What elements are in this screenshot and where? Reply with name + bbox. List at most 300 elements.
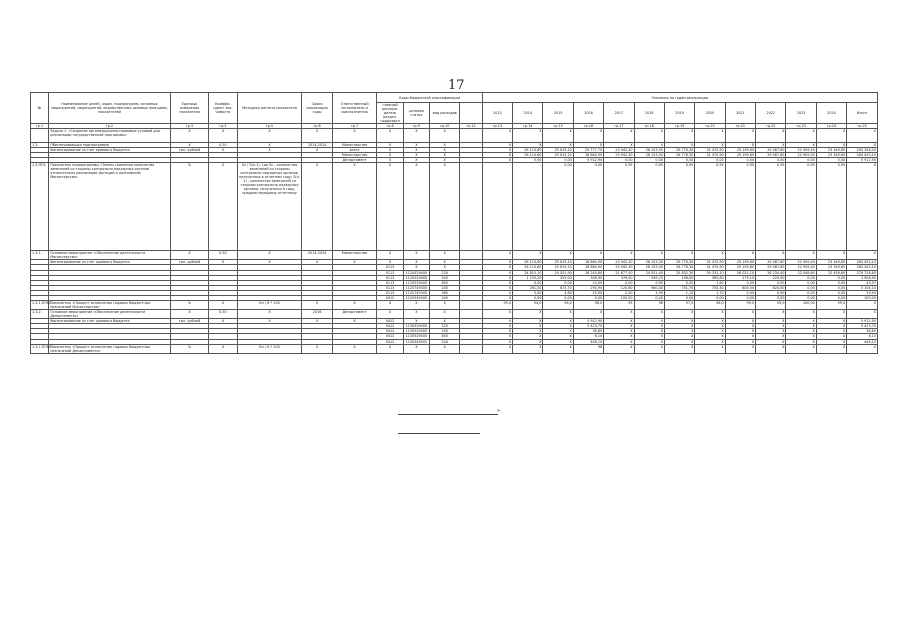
cell-year-value: 26 778,30 bbox=[664, 148, 694, 153]
cell-year-value: Х bbox=[664, 339, 694, 344]
cell-csr: Х bbox=[403, 153, 429, 158]
header-year-2022: 2022 bbox=[756, 103, 786, 124]
cell-no: 1.3.2. bbox=[31, 310, 49, 319]
cell-method: Х bbox=[237, 251, 302, 260]
cell-name: Показатель подпрограммы «Темпы снижения количества замечаний со стороны контрольно-надзорных органов относительно реализации функций и полномочий Министерства» bbox=[49, 163, 171, 251]
cell-year-value: 96 bbox=[634, 301, 664, 310]
table-body bbox=[31, 93, 878, 354]
cell-year-value: Х bbox=[482, 143, 512, 148]
cell-year-value: 22 909,40 bbox=[786, 265, 816, 270]
cell-year-value: 0,00 bbox=[786, 275, 816, 280]
cell-unit: % bbox=[170, 344, 208, 353]
cell-resp: Х bbox=[332, 260, 377, 265]
cell-year-value: 0,00 bbox=[786, 296, 816, 301]
cell-year-value: 0,00 bbox=[816, 158, 846, 163]
cell-csr: 1120529400 bbox=[403, 270, 429, 275]
cell-vr: 240 bbox=[430, 275, 460, 280]
cell-year-value: Х bbox=[482, 270, 512, 275]
header-total: Итого bbox=[847, 103, 878, 124]
cell-year-value: Х bbox=[482, 334, 512, 339]
cell-total: Х bbox=[847, 344, 878, 353]
cell-name: Основное мероприятие «Обеспечение деятельности Министерства» bbox=[49, 251, 171, 260]
cell-year-value: 31 470,90 bbox=[695, 153, 725, 158]
cell-year-value: Х bbox=[695, 319, 725, 324]
header-responsible: Ответственный исполнитель и соисполнитель bbox=[332, 93, 377, 124]
cell-year-value: Х bbox=[482, 344, 512, 353]
cell-year-value: 25 819,10 bbox=[543, 148, 573, 153]
cell-year-value: Х bbox=[634, 143, 664, 148]
cell-method: Х bbox=[237, 319, 302, 324]
column-number: гр.19 bbox=[664, 124, 694, 129]
cell-csr: Х bbox=[403, 319, 429, 324]
cell-year-value: Х bbox=[543, 329, 573, 334]
cell-year-value: Х bbox=[543, 324, 573, 329]
cell-year-value: Х bbox=[725, 143, 755, 148]
cell-year-value: 0,00 bbox=[756, 290, 786, 295]
cell-year-value: 1,10 bbox=[664, 290, 694, 295]
cell-year-value: Х bbox=[816, 143, 846, 148]
cell-gr: Х bbox=[377, 251, 403, 260]
column-number: гр.3 bbox=[170, 124, 208, 129]
cell-year-value: 100,00 bbox=[786, 301, 816, 310]
cell-year-value: Х bbox=[604, 329, 634, 334]
cell-year-value: 95 bbox=[604, 301, 634, 310]
cell-no: 1.3.1.ПОМ1 bbox=[31, 301, 49, 310]
cell-name: Финансирование за счет краевого бюджета bbox=[49, 260, 171, 265]
cell-csr: Х bbox=[403, 148, 429, 153]
cell-csr: Х bbox=[403, 129, 429, 143]
cell-year-value: Х bbox=[634, 344, 664, 353]
cell-year-value: Х bbox=[816, 129, 846, 143]
cell-year-value: Х bbox=[695, 329, 725, 334]
cell-method: Sn / S(n-1), где Sn - количество замечаний со стороны контрольно-надзорных органов, полученных в отчетном году; S(n-1) - количество замечаний со стороны контрольно-надзорных органов, полученных в году, предшествующему отчетному bbox=[237, 163, 302, 251]
column-number: гр.4 bbox=[209, 124, 237, 129]
cell-year-value: Х bbox=[482, 319, 512, 324]
cell-resp: Х bbox=[332, 163, 377, 251]
cell-total: 5 912,90 bbox=[847, 158, 878, 163]
cell-coef: Х bbox=[209, 301, 237, 310]
header-coef: Коэффи-циент зна-чимости bbox=[209, 93, 237, 124]
cell-year-value: Х bbox=[634, 251, 664, 260]
cell-year-value: Х bbox=[695, 344, 725, 353]
cell-year-value: Х bbox=[604, 334, 634, 339]
cell-resp: Департамент bbox=[332, 158, 377, 163]
cell-total: 5 423,70 bbox=[847, 324, 878, 329]
cell-vr: Х bbox=[430, 310, 460, 319]
cell-year-value: Х bbox=[482, 290, 512, 295]
cell-year-value: 1 233,20 bbox=[513, 275, 543, 280]
cell-vr: 240 bbox=[430, 285, 460, 290]
cell-year-value: 30 331,10 bbox=[695, 270, 725, 275]
column-number: гр.22 bbox=[756, 124, 786, 129]
cell-year-value: 26 778,30 bbox=[664, 260, 694, 265]
table-row bbox=[31, 129, 878, 143]
cell-year-value: Х bbox=[786, 324, 816, 329]
cell-method: Х bbox=[237, 148, 302, 153]
cell-year-value: Х bbox=[482, 275, 512, 280]
cell-method: Х bbox=[237, 310, 302, 319]
cell-year-value: 0,00 bbox=[725, 280, 755, 285]
cell-coef: Х bbox=[209, 319, 237, 324]
cell-year-value: 26 153,50 bbox=[634, 148, 664, 153]
cell-year-value: Х bbox=[725, 339, 755, 344]
cell-total: 270 718,60 bbox=[847, 270, 878, 275]
cell-total: 446,10 bbox=[847, 339, 878, 344]
cell-year-value: Х bbox=[725, 329, 755, 334]
header-year-2013: 2013 bbox=[482, 103, 512, 124]
cell-year-value: 26 778,30 bbox=[664, 153, 694, 158]
cell-vr: 120 bbox=[430, 324, 460, 329]
cell-year-value: 98,0 bbox=[573, 301, 603, 310]
cell-total: Х bbox=[847, 129, 878, 143]
cell-year-value: 0,00 bbox=[725, 296, 755, 301]
header-year-2015: 2015 bbox=[543, 103, 573, 124]
cell-no: 1.3.1. bbox=[31, 251, 49, 260]
cell-year-value: 261,30 bbox=[513, 285, 543, 290]
cell-gr: 0113 bbox=[377, 270, 403, 275]
cell-csr: Х bbox=[403, 251, 429, 260]
cell-resp: Министерство bbox=[332, 143, 377, 148]
cell-blank bbox=[460, 301, 482, 310]
cell-gr: Х bbox=[377, 163, 403, 251]
cell-year-value: Х bbox=[573, 251, 603, 260]
cell-year-value: 0,00 bbox=[786, 290, 816, 295]
column-number: гр.24 bbox=[816, 124, 846, 129]
cell-name: Показатель «Процент исполнения годовых бюджетных назначений Министерства» bbox=[49, 301, 171, 310]
column-number: гр.5 bbox=[237, 124, 302, 129]
header-year-2017: 2017 bbox=[604, 103, 634, 124]
cell-year-value: 25 819,10 bbox=[543, 260, 573, 265]
cell-year-value: Х bbox=[513, 310, 543, 319]
cell-year-value: Х bbox=[513, 143, 543, 148]
cell-vr: Х bbox=[430, 344, 460, 353]
cell-gr: 0412 bbox=[377, 329, 403, 334]
cell-year-value: 0,00 bbox=[634, 158, 664, 163]
cell-year-value: 0,00 bbox=[604, 158, 634, 163]
cell-year-value: Х bbox=[725, 310, 755, 319]
cell-year-value: 0,00 bbox=[786, 280, 816, 285]
column-number: гр.13 bbox=[482, 124, 512, 129]
cell-year-value: 0,00 bbox=[664, 296, 694, 301]
cell-year-value: 26 153,50 bbox=[634, 265, 664, 270]
cell-year-value: 0,00 bbox=[725, 290, 755, 295]
column-number: гр.12 bbox=[460, 124, 482, 129]
cell-total: 36,80 bbox=[847, 329, 878, 334]
cell-gr: 0412 bbox=[377, 334, 403, 339]
cell-year-value: 29 199,80 bbox=[725, 148, 755, 153]
cell-year-value: 751,70 bbox=[664, 285, 694, 290]
cell-year-value: Х bbox=[756, 344, 786, 353]
cell-year-value: Х bbox=[543, 334, 573, 339]
cell-year-value: 97,0 bbox=[664, 301, 694, 310]
cell-year-value: Х bbox=[786, 129, 816, 143]
cell-year-value: 9,90 bbox=[634, 280, 664, 285]
cell-year-value: 23 942,30 bbox=[604, 148, 634, 153]
cell-year-value: 0,95 bbox=[664, 163, 694, 251]
cell-no: 1.3.2.ПОМ1 bbox=[31, 344, 49, 353]
header-unit: Единица измерения показателя bbox=[170, 93, 208, 124]
cell-year-value: Х bbox=[543, 129, 573, 143]
cell-gr: Х bbox=[377, 260, 403, 265]
cell-year-value: Х bbox=[816, 319, 846, 324]
cell-resp: Департамент bbox=[332, 310, 377, 319]
column-number: гр.17 bbox=[604, 124, 634, 129]
cell-year-value: Х bbox=[816, 329, 846, 334]
cell-period: 2016 bbox=[302, 310, 332, 319]
cell-year-value: Х bbox=[513, 251, 543, 260]
cell-year-value: Х bbox=[634, 310, 664, 319]
cell-year-value: 26 114,60 bbox=[513, 260, 543, 265]
cell-year-value: 26 114,60 bbox=[513, 153, 543, 158]
cell-coef: 0,50 bbox=[209, 143, 237, 148]
cell-year-value: Х bbox=[482, 129, 512, 143]
cell-year-value: Х bbox=[816, 334, 846, 339]
column-number: гр.9 bbox=[403, 124, 429, 129]
cell-vr: Х bbox=[430, 260, 460, 265]
cell-gr: Х bbox=[377, 310, 403, 319]
cell-unit: % bbox=[170, 301, 208, 310]
cell-year-value: Х bbox=[725, 344, 755, 353]
cell-year-value: Х bbox=[664, 310, 694, 319]
cell-year-value: 0,00 bbox=[543, 163, 573, 251]
cell-coef: Х bbox=[209, 260, 237, 265]
cell-blank bbox=[460, 310, 482, 319]
header-period: Сроки реализации годы bbox=[302, 93, 332, 124]
header-budget-codes: Коды бюджетной классификации bbox=[377, 93, 482, 103]
cell-year-value: 0,95 bbox=[604, 163, 634, 251]
cell-gr: Х bbox=[377, 153, 403, 158]
cell-vr: 850 bbox=[430, 280, 460, 285]
cell-year-value: Х bbox=[756, 329, 786, 334]
cell-coef: Х bbox=[209, 163, 237, 251]
cell-year-value: Х bbox=[634, 319, 664, 324]
cell-vr: Х bbox=[430, 148, 460, 153]
cell-year-value: 29 199,80 bbox=[725, 153, 755, 158]
cell-vr: Х bbox=[430, 319, 460, 324]
cell-year-value: Х bbox=[543, 143, 573, 148]
cell-year-value: 23 349,60 bbox=[816, 148, 846, 153]
cell-year-value: Х bbox=[634, 129, 664, 143]
cell-method: Бн / Б * 100 bbox=[237, 344, 302, 353]
cell-year-value: Х bbox=[482, 296, 512, 301]
cell-no: 1.3. bbox=[31, 143, 49, 148]
header-year-2020: 2020 bbox=[695, 103, 725, 124]
cell-resp: Х bbox=[332, 301, 377, 310]
cell-name: Основное мероприятие «Обеспечение деятельности Департамента» bbox=[49, 310, 171, 319]
cell-csr: Х bbox=[403, 158, 429, 163]
cell-year-value: 29 087,80 bbox=[756, 260, 786, 265]
cell-year-value: 0,00 bbox=[513, 280, 543, 285]
cell-year-value: Х bbox=[816, 339, 846, 344]
cell-year-value: Х bbox=[725, 251, 755, 260]
cell-year-value: Х bbox=[604, 339, 634, 344]
cell-year-value: 0,00 bbox=[756, 158, 786, 163]
cell-year-value: 0,95 bbox=[816, 163, 846, 251]
cell-year-value: 99,0 bbox=[756, 301, 786, 310]
cell-gr: Х bbox=[377, 148, 403, 153]
header-year-2023: 2023 bbox=[786, 103, 816, 124]
cell-year-value: 6,10 bbox=[573, 334, 603, 339]
cell-year-value: Х bbox=[543, 339, 573, 344]
cell-no bbox=[31, 129, 49, 143]
cell-vr: 240 bbox=[430, 329, 460, 334]
cell-unit: Х bbox=[170, 143, 208, 148]
cell-year-value: 29 199,80 bbox=[725, 265, 755, 270]
cell-year-value: 0,95 bbox=[695, 163, 725, 251]
cell-csr: 1120529400 bbox=[403, 275, 429, 280]
cell-year-value: Х bbox=[756, 143, 786, 148]
cell-year-value: Х bbox=[756, 334, 786, 339]
cell-year-value: 0,00 bbox=[513, 158, 543, 163]
table-row bbox=[31, 163, 878, 251]
header-year-2019: 2019 bbox=[664, 103, 694, 124]
cell-vr: 240 bbox=[430, 339, 460, 344]
column-number: гр.20 bbox=[695, 124, 725, 129]
cell-total: 284 443,10 bbox=[847, 265, 878, 270]
cell-year-value: 0,00 bbox=[604, 280, 634, 285]
cell-year-value: 0,00 bbox=[725, 158, 755, 163]
cell-year-value: 0,00 bbox=[543, 296, 573, 301]
column-number: гр.7 bbox=[332, 124, 377, 129]
cell-year-value: 2,00 bbox=[604, 290, 634, 295]
cell-year-value: 29 087,80 bbox=[756, 265, 786, 270]
cell-csr: Х bbox=[403, 265, 429, 270]
cell-csr: 1130529400 bbox=[403, 334, 429, 339]
cell-year-value: Х bbox=[513, 339, 543, 344]
header-method: Методика расчета показателя bbox=[237, 93, 302, 124]
cell-year-value: 25 832,30 bbox=[664, 270, 694, 275]
cell-year-value: Х bbox=[695, 129, 725, 143]
cell-year-value: 290,90 bbox=[573, 285, 603, 290]
cell-name: Финансирование за счет краевого бюджета bbox=[49, 319, 171, 324]
cell-year-value: 0,00 bbox=[786, 285, 816, 290]
cell-period: Х bbox=[302, 163, 332, 251]
cell-unit: % bbox=[170, 163, 208, 251]
cell-year-value: 675,70 bbox=[543, 285, 573, 290]
cell-year-value: Х bbox=[604, 129, 634, 143]
cell-year-value: Х bbox=[482, 310, 512, 319]
column-number: гр.18 bbox=[634, 124, 664, 129]
table-row bbox=[31, 301, 878, 310]
cell-year-value: Х bbox=[604, 251, 634, 260]
cell-resp: Х bbox=[332, 344, 377, 353]
cell-resp: всего bbox=[332, 148, 377, 153]
cell-year-value: 22 459,80 bbox=[816, 270, 846, 275]
cell-year-value: 604,50 bbox=[725, 285, 755, 290]
cell-year-value: 0,00 bbox=[816, 285, 846, 290]
cell-year-value: 22 909,40 bbox=[786, 148, 816, 153]
cell-year-value: 0,00 bbox=[816, 280, 846, 285]
cell-year-value: 99,0 bbox=[816, 301, 846, 310]
cell-year-value: Х bbox=[482, 329, 512, 334]
cell-year-value: 31 470,90 bbox=[695, 148, 725, 153]
cell-blank bbox=[460, 344, 482, 353]
cell-year-value: 23 349,60 bbox=[816, 153, 846, 158]
cell-coef: Х bbox=[209, 344, 237, 353]
cell-year-value: 1,70 bbox=[695, 290, 725, 295]
cell-year-value: 98 bbox=[573, 344, 603, 353]
cell-year-value: 0,00 bbox=[695, 296, 725, 301]
cell-coef: Х bbox=[209, 129, 237, 143]
cell-year-value: Х bbox=[634, 339, 664, 344]
cell-total: 5 912,90 bbox=[847, 319, 878, 324]
cell-year-value: Х bbox=[664, 143, 694, 148]
column-number: гр.21 bbox=[725, 124, 755, 129]
cell-year-value: Х bbox=[573, 310, 603, 319]
cell-vr: Х bbox=[430, 163, 460, 251]
cell-year-value: 24 815,10 bbox=[513, 270, 543, 275]
header-year-2016: 2016 bbox=[573, 103, 603, 124]
cell-year-value: Х bbox=[695, 143, 725, 148]
cell-year-value: Х bbox=[695, 324, 725, 329]
cell-year-value: Х bbox=[725, 319, 755, 324]
cell-year-value: 94,0 bbox=[513, 301, 543, 310]
cell-gr: 0412 bbox=[377, 339, 403, 344]
cell-year-value: 21 677,50 bbox=[604, 270, 634, 275]
cell-year-value: Х bbox=[786, 251, 816, 260]
cell-year-value: Х bbox=[482, 153, 512, 158]
cell-no: 1.3.ПП1 bbox=[31, 163, 49, 251]
cell-year-value: Х bbox=[664, 334, 694, 339]
signature-line-2 bbox=[398, 433, 480, 434]
cell-total: Х bbox=[847, 310, 878, 319]
cell-gr: Х bbox=[377, 158, 403, 163]
cell-year-value: 0,00 bbox=[543, 280, 573, 285]
cell-year-value: Х bbox=[695, 251, 725, 260]
cell-resp: Министерство bbox=[332, 153, 377, 158]
cell-year-value: Х bbox=[695, 339, 725, 344]
cell-csr: 1130529400 bbox=[403, 324, 429, 329]
cell-year-value: 29 199,80 bbox=[725, 260, 755, 265]
cell-gr: 0113 bbox=[377, 290, 403, 295]
cell-coef: 0,50 bbox=[209, 251, 237, 260]
cell-year-value: Х bbox=[725, 129, 755, 143]
header-gr-text: главный распоря-дитель bbox=[382, 103, 398, 115]
cell-gr: 0113 bbox=[377, 285, 403, 290]
header-vr: вид расходов bbox=[430, 103, 460, 124]
cell-name: Задача 1. «Создание организационно-правовых условий для реализации государственной программы» bbox=[49, 129, 171, 143]
cell-year-value: Х bbox=[482, 339, 512, 344]
cell-year-value: Х bbox=[664, 329, 694, 334]
cell-csr: 1120749300 bbox=[403, 285, 429, 290]
cell-total: 290 356,00 bbox=[847, 148, 878, 153]
cell-total: 29,90 bbox=[847, 290, 878, 295]
cell-period: Х bbox=[302, 148, 332, 153]
cell-year-value: 4,60 bbox=[543, 290, 573, 295]
cell-total: 3 908,90 bbox=[847, 275, 878, 280]
cell-year-value: 5 423,70 bbox=[573, 324, 603, 329]
cell-csr: Х bbox=[403, 310, 429, 319]
cell-year-value: 624,50 bbox=[756, 285, 786, 290]
cell-period: 2014-2024 bbox=[302, 143, 332, 148]
cell-gr: 0412 bbox=[377, 324, 403, 329]
cell-year-value: Х bbox=[634, 329, 664, 334]
cell-year-value: 31 470,90 bbox=[695, 265, 725, 270]
cell-vr: Х bbox=[430, 265, 460, 270]
cell-csr: Х bbox=[403, 260, 429, 265]
cell-period: Х bbox=[302, 319, 332, 324]
cell-year-value: Х bbox=[816, 251, 846, 260]
cell-total: Х bbox=[847, 301, 878, 310]
cell-vr: Х bbox=[430, 129, 460, 143]
cell-year-value: Х bbox=[604, 310, 634, 319]
cell-csr: Х bbox=[403, 163, 429, 251]
column-number: гр.8 bbox=[377, 124, 403, 129]
cell-gr: 0113 bbox=[377, 275, 403, 280]
cell-year-value: 0,00 bbox=[573, 163, 603, 251]
cell-total: Х bbox=[847, 143, 878, 148]
cell-year-value: Х bbox=[664, 324, 694, 329]
